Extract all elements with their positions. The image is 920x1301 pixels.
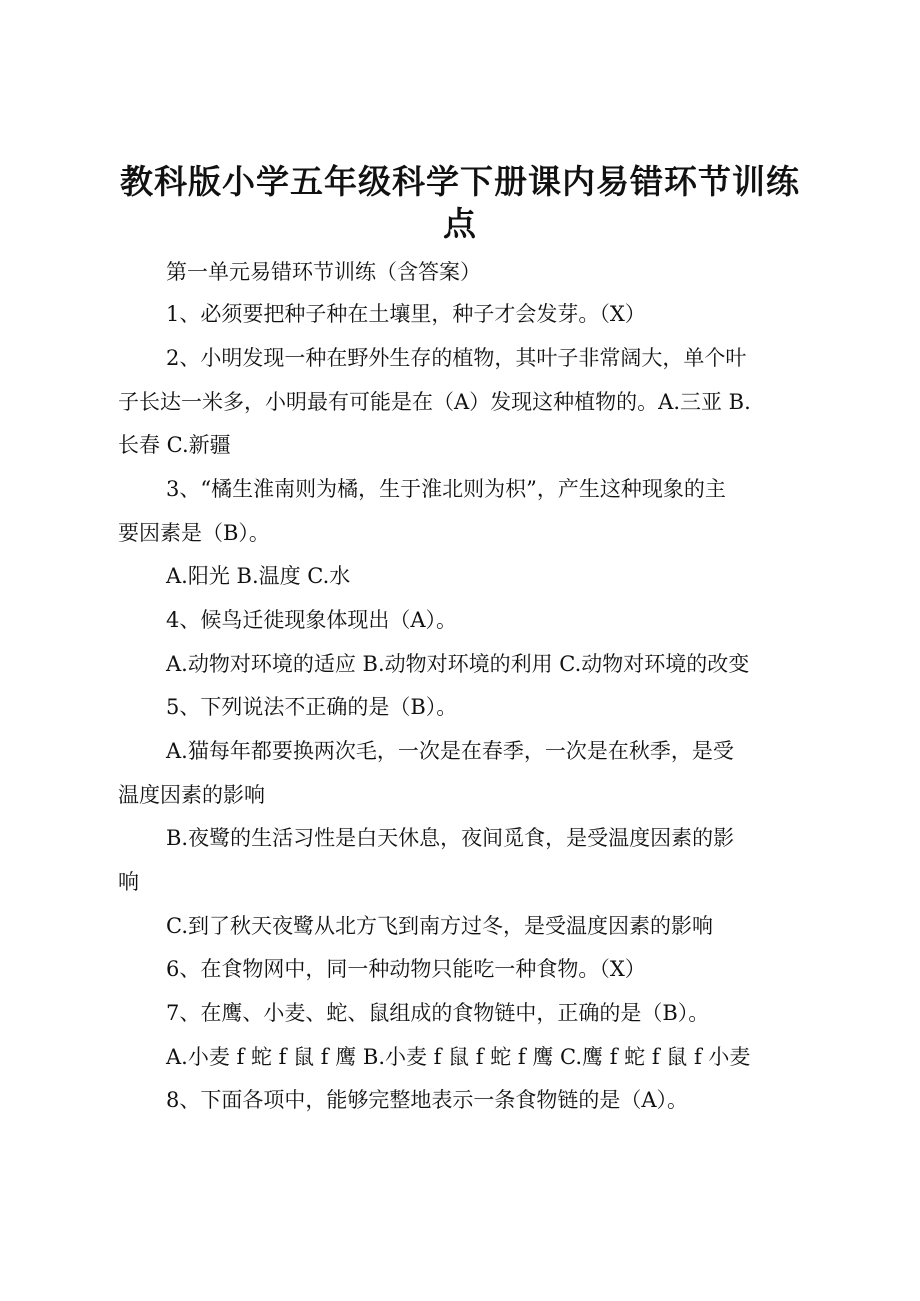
section-heading: 第一单元易错环节训练（含答案）: [166, 260, 481, 284]
question-3-line-1: 3、“橘生淮南则为橘，生于淮北则为枳”，产生这种现象的主: [166, 477, 726, 501]
question-7: 7、在鹰、小麦、蛇、鼠组成的食物链中，正确的是（B）。: [166, 1001, 710, 1025]
question-5-option-c: C.到了秋天夜鹭从北方飞到南方过冬，是受温度因素的影响: [166, 914, 713, 938]
question-7-options: A.小麦 f 蛇 f 鼠 f 鹰 B.小麦 f 鼠 f 蛇 f 鹰 C.鹰 f 蛇 f 鼠 f 小麦: [166, 1045, 751, 1069]
question-3-options: A.阳光 B.温度 C.水: [166, 564, 351, 588]
question-5-option-b-line-1: B.夜鹭的生活习性是白天休息，夜间觅食，是受温度因素的影: [166, 826, 735, 850]
question-4: 4、候鸟迁徙现象体现出（A）。: [166, 608, 458, 632]
question-3-line-2: 要因素是（B）。: [118, 521, 270, 545]
question-2-line-3: 长春 C.新疆: [118, 433, 231, 457]
question-6: 6、在食物网中，同一种动物只能吃一种食物。（X）: [166, 957, 646, 981]
question-1: 1、必须要把种子种在土壤里，种子才会发芽。（X）: [166, 302, 646, 326]
document-title-line-1: 教科版小学五年级科学下册课内易错环节训练: [120, 162, 800, 201]
question-5-option-b-line-2: 响: [118, 870, 139, 894]
question-2-line-1: 2、小明发现一种在野外生存的植物，其叶子非常阔大，单个叶: [166, 346, 747, 370]
question-8: 8、下面各项中，能够完整地表示一条食物链的是（A）。: [166, 1088, 689, 1112]
question-5-option-a-line-2: 温度因素的影响: [118, 783, 265, 807]
question-5: 5、下列说法不正确的是（B）。: [166, 695, 458, 719]
question-4-options: A.动物对环境的适应 B.动物对环境的利用 C.动物对环境的改变: [166, 652, 750, 676]
document-title-line-2: 点: [443, 204, 477, 243]
question-5-option-a-line-1: A.猫每年都要换两次毛，一次是在春季，一次是在秋季，是受: [166, 739, 734, 763]
question-2-line-2: 子长达一米多，小明最有可能是在（A）发现这种植物的。A.三亚 B.: [118, 390, 751, 414]
